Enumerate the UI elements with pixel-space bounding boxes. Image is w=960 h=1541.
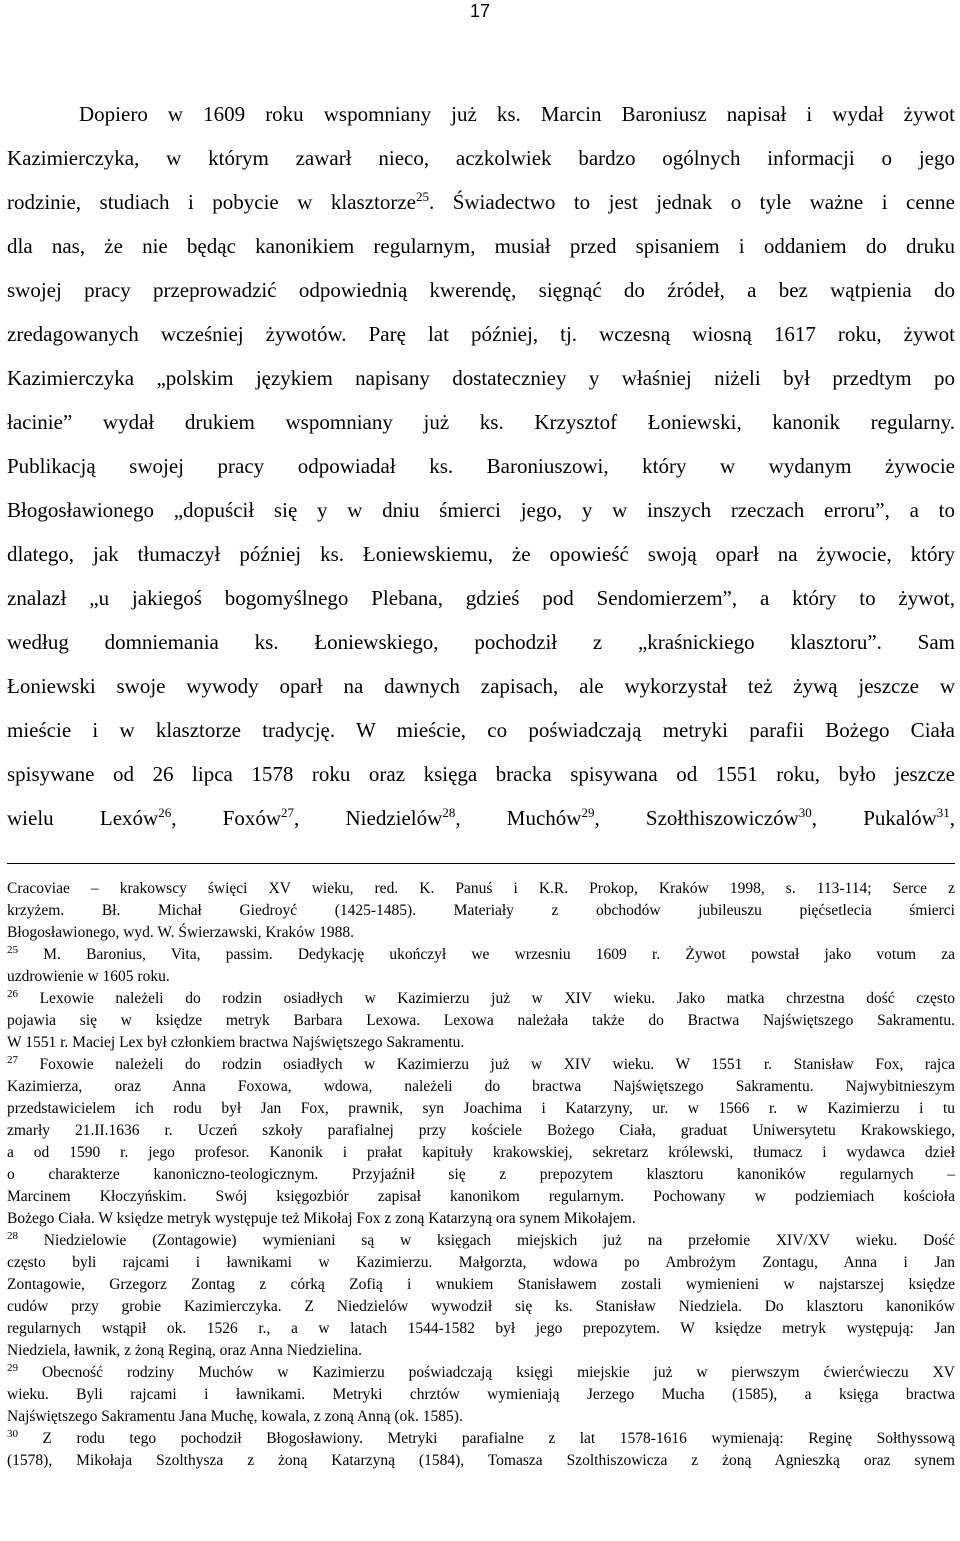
footnote-ref: 31 bbox=[936, 805, 950, 820]
footnote-line: a od 1590 r. jego profesor. Kanonik i prałat kapituły krakowskiej, sekretarz królewski, tłumacz i wydawca dzieł bbox=[7, 1144, 955, 1161]
footnote-line: Błogosławionego, wyd. W. Świerzawski, Kraków 1988. bbox=[7, 924, 354, 941]
body-line: rodzinie, studiach i pobycie w klasztorze$^{25}$. Świadectwo to jest jednak o tyle ważne i cenne bbox=[7, 189, 955, 214]
footnote-line: Zontagowie, Grzegorz Zontag z córką Zofią i wnukiem Stanisławem zostali wymienieni w najstarszej księdze bbox=[7, 1276, 955, 1293]
body-line: Kazimierczyka, w którym zawarł nieco, aczkolwiek bardzo ogólnych informacji o jego bbox=[7, 146, 955, 170]
body-line: łacinie” wydał drukiem wspomniany już ks. Krzysztof Łoniewski, kanonik regularny. bbox=[7, 410, 955, 434]
footnote-line: pojawia się w księdze metryk Barbara Lexowa. Lexowa należała także do Bractwa Najświętszego Sakramentu. bbox=[7, 1012, 955, 1029]
body-line: dla nas, że nie będąc kanonikiem regularnym, musiał przed spisaniem i oddaniem do druku bbox=[7, 234, 955, 258]
footnote-line: krzyżem. Bł. Michał Giedroyć (1425-1485). Materiały z obchodów jubileuszu pięćsetlecia śmierci bbox=[7, 902, 955, 919]
footnote-line: Niedziela, ławnik, z żoną Reginą, oraz Anna Niedzielina. bbox=[7, 1342, 363, 1359]
footnotes bbox=[7, 878, 955, 1472]
body-line: Kazimierczyka „polskim językiem napisany dostateczniey y właśniej niżeli był przedtym po bbox=[7, 366, 955, 390]
footnote-line: zmarły 21.II.1636 r. Uczeń szkoły parafialnej przy kościele Bożego Ciała, graduat Uniwersytetu Krakowskiego, bbox=[7, 1122, 955, 1139]
footnote-number: 30 bbox=[7, 1427, 18, 1440]
footnote-separator bbox=[7, 863, 955, 864]
footnote-ref: 30 bbox=[798, 805, 812, 820]
body-line: Łoniewski swoje wywody oparł na dawnych zapisach, ale wykorzystał też żywą jeszcze w bbox=[7, 674, 955, 698]
footnote-line: uzdrowienie w 1605 roku. bbox=[7, 968, 170, 985]
footnote-line: $^{28}$ Niedzielowie (Zontagowie) wymieniani są w księgach miejskich już na przełomie XIV/XV wieku. Dość bbox=[7, 1229, 955, 1249]
footnote-ref: 25 bbox=[415, 189, 429, 204]
body-line: Błogosławionego „dopuścił się y w dniu śmierci jego, y w inszych rzeczach erroru”, a to bbox=[7, 498, 955, 522]
footnote-line: Bożego Ciała. W księdze metryk występuje też Mikołaj Fox z zoną Katarzyną ora synem Mikołajem. bbox=[7, 1210, 636, 1227]
footnote-line: $^{29}$ Obecność rodziny Muchów w Kazimierzu poświadczają księgi miejskie już w pierwszym ćwierćwieczu XV bbox=[7, 1361, 955, 1381]
footnote-number: 26 bbox=[7, 987, 18, 1000]
footnote-ref: 27 bbox=[281, 805, 295, 820]
body-line: Publikacją swojej pracy odpowiadał ks. Baroniuszowi, który w wydanym żywocie bbox=[7, 454, 955, 478]
body-line: swojej pracy przeprowadzić odpowiednią kwerendę, sięgnąć do źródeł, a bez wątpienia do bbox=[7, 278, 955, 302]
footnote-line: często byli rajcami i ławnikami w Kazimierzu. Małgorzta, wdowa po Ambrożym Zontagu, Anna i Jan bbox=[7, 1254, 955, 1271]
body-line: dlatego, jak tłumaczył później ks. Łoniewskiemu, że opowieść swoją oparł na żywocie, który bbox=[7, 542, 955, 566]
footnote-line: $^{27}$ Foxowie należeli do rodzin osiadłych w Kazimierzu już w XIV wieku. W 1551 r. Stanisław Fox, rajca bbox=[7, 1053, 955, 1073]
body-line: spisywane od 26 lipca 1578 roku oraz księga bracka spisywana od 1551 roku, było jeszcze bbox=[7, 762, 955, 786]
footnote-line: przedstawicielem ich rodu był Jan Fox, prawnik, syn Joachima i Katarzyny, ur. w 1566 r. w Kazimierzu i tu bbox=[7, 1100, 955, 1117]
body-line: znalazł „u jakiegoś bogomyślnego Plebana, gdzieś pod Sendomierzem”, a który to żywot, bbox=[7, 586, 955, 610]
footnote-ref: 29 bbox=[581, 805, 595, 820]
footnote-line: cudów przy grobie Kazimierczyka. Z Niedzielów wywodził się ks. Stanisław Niedziela. Do klasztoru kanoników bbox=[7, 1298, 955, 1315]
footnote-number: 28 bbox=[7, 1229, 18, 1242]
footnote-number: 27 bbox=[7, 1053, 18, 1066]
footnote-ref: 28 bbox=[442, 805, 456, 820]
body-line: Dopiero w 1609 roku wspomniany już ks. Marcin Baroniusz napisał i wydał żywot bbox=[79, 102, 955, 126]
footnote-line: Marcinem Kłoczyńskim. Swój księgozbiór zapisał kanonikom regularnym. Pochowany w podziemiach kościoła bbox=[7, 1188, 955, 1205]
footnote-line: o charakterze kanoniczno-teologicznym. Przyjaźnił się z prepozytem klasztoru kanoników regularnych – bbox=[7, 1166, 955, 1183]
footnote-line: regularnych wstąpił ok. 1526 r., a w latach 1544-1582 był jego prepozytem. W księdze metryk występują: Jan bbox=[7, 1320, 955, 1337]
footnote-line: Kazimierza, oraz Anna Foxowa, wdowa, należeli do bractwa Najświętszego Sakramentu. Najwybitnieszym bbox=[7, 1078, 955, 1095]
body-line: mieście i w klasztorze tradycję. W mieście, co poświadczają metryki parafii Bożego Ciała bbox=[7, 718, 955, 742]
footnote-line: $^{30}$ Z rodu tego pochodził Błogosławiony. Metryki parafialne z lat 1578-1616 wymienają: Reginę Sołthyssową bbox=[7, 1427, 955, 1447]
footnote-ref: 26 bbox=[158, 805, 172, 820]
footnote-line: $^{25}$ M. Baronius, Vita, passim. Dedykację ukończył we wrzesniu 1609 r. Żywot powstał jako votum za bbox=[7, 943, 955, 963]
main-text bbox=[7, 92, 955, 840]
footnote-line: Najświętszego Sakramentu Jana Muchę, kowala, z zoną Anną (ok. 1585). bbox=[7, 1408, 463, 1425]
footnote-number: 25 bbox=[7, 943, 18, 956]
footnote-line: (1578), Mikołaja Szolthysza z żoną Katarzyną (1584), Tomasza Szolthiszowicza z żoną Agnieszką oraz synem bbox=[7, 1452, 955, 1469]
footnote-line: Cracoviae – krakowscy święci XV wieku, red. K. Panuś i K.R. Prokop, Kraków 1998, s. 113-114; Serce z bbox=[7, 880, 955, 897]
footnote-line: W 1551 r. Maciej Lex był członkiem bractwa Najświętszego Sakramentu. bbox=[7, 1034, 465, 1051]
page-number: 17 bbox=[469, 1, 491, 21]
footnote-number: 29 bbox=[7, 1361, 18, 1374]
body-line: zredagowanych wcześniej żywotów. Parę lat później, tj. wczesną wiosną 1617 roku, żywot bbox=[7, 322, 955, 346]
footnote-line: $^{26}$ Lexowie należeli do rodzin osiadłych w Kazimierzu już w XIV wieku. Jako matka chrzestna dość często bbox=[7, 987, 955, 1007]
footnote-line: wieku. Byli rajcami i ławnikami. Metryki chrztów wymieniają Jerzego Mucha (1585), a księga bractwa bbox=[7, 1386, 955, 1403]
body-line: według domniemania ks. Łoniewskiego, pochodził z „kraśnickiego klasztoru”. Sam bbox=[7, 630, 955, 654]
body-line: wielu Lexów$^{26}$, Foxów$^{27}$, Niedzielów$^{28}$, Muchów$^{29}$, Szołthiszowiczów$^{30}$, Pukalów$^{31}$, bbox=[7, 805, 955, 830]
